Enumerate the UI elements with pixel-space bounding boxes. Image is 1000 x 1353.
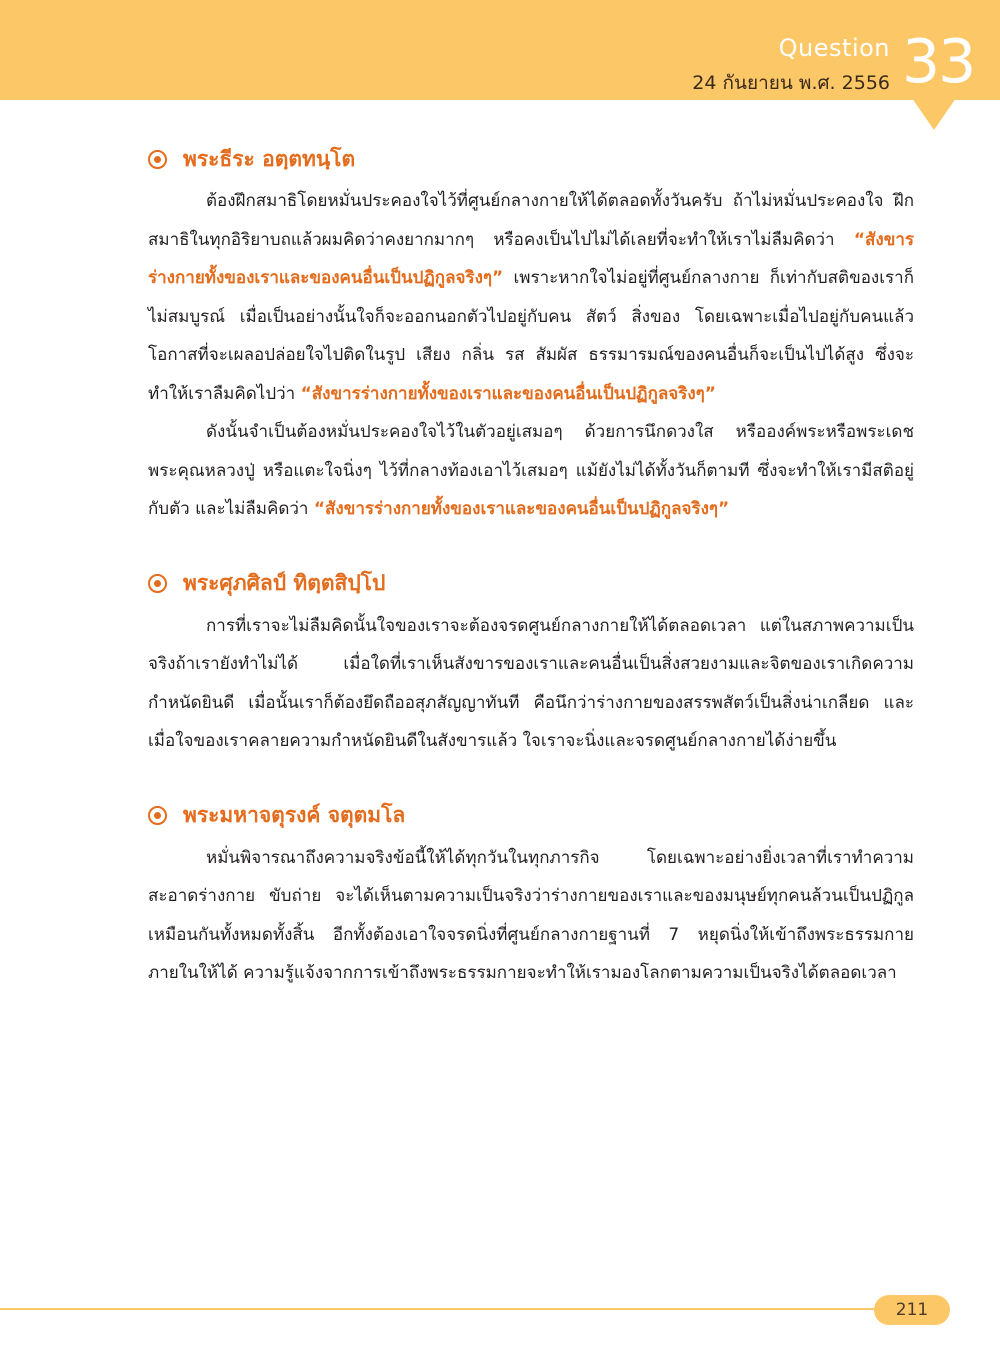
- paragraph: [148, 182, 914, 413]
- question-label: Question: [778, 34, 890, 62]
- bullseye-bullet-icon: [148, 574, 167, 593]
- paragraph: [148, 413, 914, 529]
- section-heading: [148, 795, 914, 837]
- question-number: 33: [902, 27, 975, 97]
- paragraph: หมั่นพิจารณาถึงความจริงข้อนี้ให้ได้ทุกวันในทุกภารกิจ โดยเฉพาะอย่างยิ่งเวลาที่เราทำความสะอาดร่างกาย ขับถ่าย จะได้เห็นตามความเป็นจริงว่าร่างกายของเราและของมนุษย์ทุกคนล้วนเป็นปฏิกูลเหมือนกันทั้งหมดทั้งสิ้น อีกทั้งต้องเอาใจจรดนิ่งที่ศูนย์กลางกายฐานที่ 7 หยุดนิ่งให้เข้าถึงพระธรรมกายภายในให้ได้ ความรู้แจ้งจากการเข้าถึงพระธรรมกายจะทำให้เรามองโลกตามความเป็นจริงได้ตลอดเวลา: [148, 847, 914, 983]
- header-tab-marker: [912, 98, 956, 130]
- section-heading: [148, 563, 914, 605]
- bullseye-bullet-icon: [148, 806, 167, 825]
- paragraph-text: ดังนั้นจำเป็นต้องหมั่นประคองใจไว้ในตัวอยู่เสมอๆ ด้วยการนึกดวงใส หรือองค์พระหรือพระเดชพระคุณหลวงปู่ หรือแตะใจนิ่งๆ ไว้ที่กลางท้องเอาไว้เสมอๆ แม้ยังไม่ได้ทั้งวันก็ตามที ซึ่งจะทำให้เรามีสติอยู่กับตัว และไม่ลืมคิดว่า: [148, 422, 914, 519]
- highlight-quote: “สังขารร่างกายทั้งของเราและของคนอื่นเป็นปฏิกูลจริงๆ”: [148, 229, 914, 288]
- section-title: พระมหาจตุรงค์ จตุตมโล: [183, 803, 406, 827]
- section-2: [148, 563, 914, 761]
- highlight-quote: “สังขารร่างกายทั้งของเราและของคนอื่นเป็นปฏิกูลจริงๆ”: [300, 383, 716, 404]
- question-date: 24 กันยายน พ.ศ. 2556: [692, 72, 890, 94]
- paragraph-text: ต้องฝึกสมาธิโดยหมั่นประคองใจไว้ที่ศูนย์กลางกายให้ได้ตลอดทั้งวันครับ ถ้าไม่หมั่นประคองใจ ฝึกสมาธิในทุกอิริยาบถแล้วผมคิดว่าคงยากมากๆ หรือคงเป็นไปไม่ได้เลยที่จะทำให้เราไม่ลืมคิดว่า: [148, 191, 914, 250]
- section-heading: [148, 138, 914, 180]
- section-title: พระธีระ อตฺตทนฺโต: [183, 146, 356, 171]
- section-title: พระศุภศิลป์ ทิตฺตสิปฺโป: [183, 571, 386, 595]
- page-content: [148, 138, 914, 1027]
- paragraph-text: เพราะหากใจไม่อยู่ที่ศูนย์กลางกาย ก็เท่ากับสติของเราก็ไม่สมบูรณ์ เมื่อเป็นอย่างนั้นใจก็จะออกนอกตัวไปอยู่กับคน สัตว์ สิ่งของ โดยเฉพาะเมื่อไปอยู่กับคนแล้วโอกาสที่จะเผลอปล่อยใจไปติดในรูป เสียง กลิ่น รส สัมผัส ธรรมารมณ์ของคนอื่นก็จะเป็นไปได้สูง ซึ่งจะทำให้เราลืมคิดไปว่า: [148, 268, 914, 404]
- page-number: 211: [874, 1295, 950, 1325]
- section-1: [148, 138, 914, 529]
- footer-rule: [0, 1308, 880, 1310]
- bullseye-bullet-icon: [148, 150, 167, 169]
- highlight-quote: “สังขารร่างกายทั้งของเราและของคนอื่นเป็นปฏิกูลจริงๆ”: [313, 499, 730, 519]
- section-3: [148, 795, 914, 993]
- paragraph: การที่เราจะไม่ลืมคิดนั้นใจของเราจะต้องจรดศูนย์กลางกายให้ได้ตลอดเวลา แต่ในสภาพความเป็นจริงถ้าเรายังทำไม่ได้ เมื่อใดที่เราเห็นสังขารของเราและคนอื่นเป็นสิ่งสวยงามและจิตของเราเกิดความกำหนัดยินดี เมื่อนั้นเราก็ต้องยึดถืออสุภสัญญาทันที คือนึกว่าร่างกายของสรรพสัตว์เป็นสิ่งน่าเกลียด และเมื่อใจของเราคลายความกำหนัดยินดีในสังขารแล้ว ใจเราจะนิ่งและจรดศูนย์กลางกายได้ง่ายขึ้น: [148, 615, 914, 751]
